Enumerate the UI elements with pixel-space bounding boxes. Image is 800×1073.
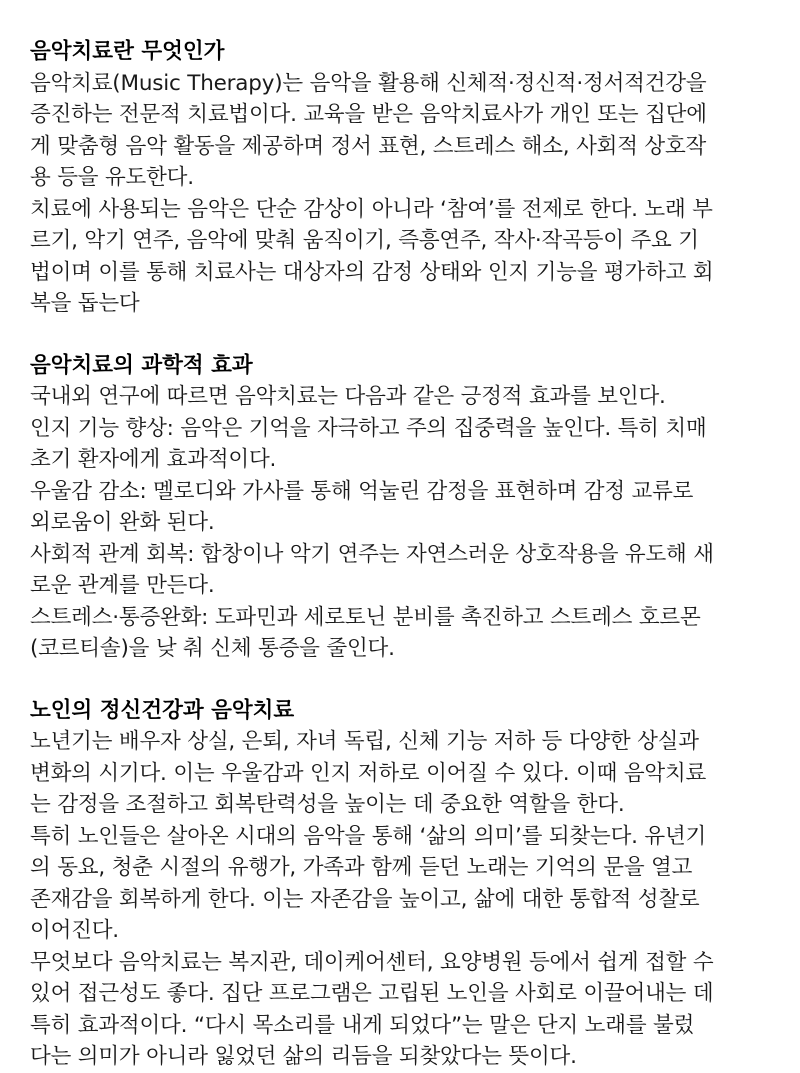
body-line: 음악치료(Music Therapy)는 음악을 활용해 신체적·정신적·정서적건강을 xyxy=(30,70,707,96)
section-heading: 음악치료의 과학적 효과 xyxy=(30,352,253,378)
body-line: 다는 의미가 아니라 잃었던 삶의 리듬을 되찾았다는 뜻이다. xyxy=(30,1044,577,1069)
section-heading: 노인의 정신건강과 음악치료 xyxy=(30,697,295,723)
body-line: 의 동요, 청춘 시절의 유행가, 가족과 함께 듣던 노래는 기억의 문을 열고 xyxy=(30,855,693,880)
body-line: 로운 관계를 만든다. xyxy=(30,573,215,598)
section-scientific-effects xyxy=(30,350,774,665)
body-line: 사회적 관계 회복: 합창이나 악기 연주는 자연스러운 상호작용을 유도해 새 xyxy=(30,541,714,567)
body-line: 법이며 이를 통해 치료사는 대상자의 감정 상태와 인지 기능을 평가하고 회 xyxy=(30,259,714,285)
body-line: (코르티솔)을 낮 춰 신체 통증을 줄인다. xyxy=(30,636,395,661)
body-line: 증진하는 전문적 치료법이다. 교육을 받은 음악치료사가 개인 또는 집단에 xyxy=(30,102,707,127)
body-line: 특히 노인들은 살아온 시대의 음악을 통해 ‘삶의 의미’를 되찾는다. 유년기 xyxy=(30,823,707,849)
body-line: 치료에 사용되는 음악은 단순 감상이 아니라 ‘참여’를 전제로 한다. 노래 부 xyxy=(30,196,713,222)
body-line: 노년기는 배우자 상실, 은퇴, 자녀 독립, 신체 기능 저하 등 다양한 상실과 xyxy=(30,729,699,754)
section-elderly-mental-health xyxy=(30,695,774,1073)
body-line: 무엇보다 음악치료는 복지관, 데이케어센터, 요양병원 등에서 쉽게 접할 수 xyxy=(30,949,714,975)
body-line: 르기, 악기 연주, 음악에 맞춰 움직이기, 즉흥연주, 작사·작곡등이 주요 기 xyxy=(30,228,699,253)
body-line: 초기 환자에게 효과적이다. xyxy=(30,447,277,472)
body-line: 존재감을 회복하게 한다. 이는 자존감을 높이고, 삶에 대한 통합적 성찰로 xyxy=(30,886,700,912)
body-line: 스트레스·통증완화: 도파민과 세로토닌 분비를 촉진하고 스트레스 호르몬 xyxy=(30,604,701,630)
body-line: 국내외 연구에 따르면 음악치료는 다음과 같은 긍정적 효과를 보인다. xyxy=(30,384,666,409)
body-line: 이어진다. xyxy=(30,918,119,943)
body-line: 우울감 감소: 멜로디와 가사를 통해 억눌린 감정을 표현하며 감정 교류로 xyxy=(30,478,694,504)
section-heading: 음악치료란 무엇인가 xyxy=(30,39,225,64)
body-line: 용 등을 유도한다. xyxy=(30,165,194,190)
body-line: 외로움이 완화 된다. xyxy=(30,510,215,535)
body-line: 인지 기능 향상: 음악은 기억을 자극하고 주의 집중력을 높인다. 특히 치매 xyxy=(30,415,707,441)
section-what-is-music-therapy xyxy=(30,36,774,320)
body-line: 복을 돕는다 xyxy=(30,291,140,316)
body-line: 게 맞춤형 음악 활동을 제공하며 정서 표현, 스트레스 해소, 사회적 상호작 xyxy=(30,133,707,159)
body-line: 변화의 시기다. 이는 우울감과 인지 저하로 이어질 수 있다. 이때 음악치료 xyxy=(30,760,707,786)
body-line: 특히 효과적이다. “다시 목소리를 내게 되었다”는 말은 단지 노래를 불렀 xyxy=(30,1012,695,1038)
body-line: 는 감정을 조절하고 회복탄력성을 높이는 데 중요한 역할을 한다. xyxy=(30,792,625,817)
body-line: 있어 접근성도 좋다. 집단 프로그램은 고립된 노인을 사회로 이끌어내는 데 xyxy=(30,981,714,1006)
